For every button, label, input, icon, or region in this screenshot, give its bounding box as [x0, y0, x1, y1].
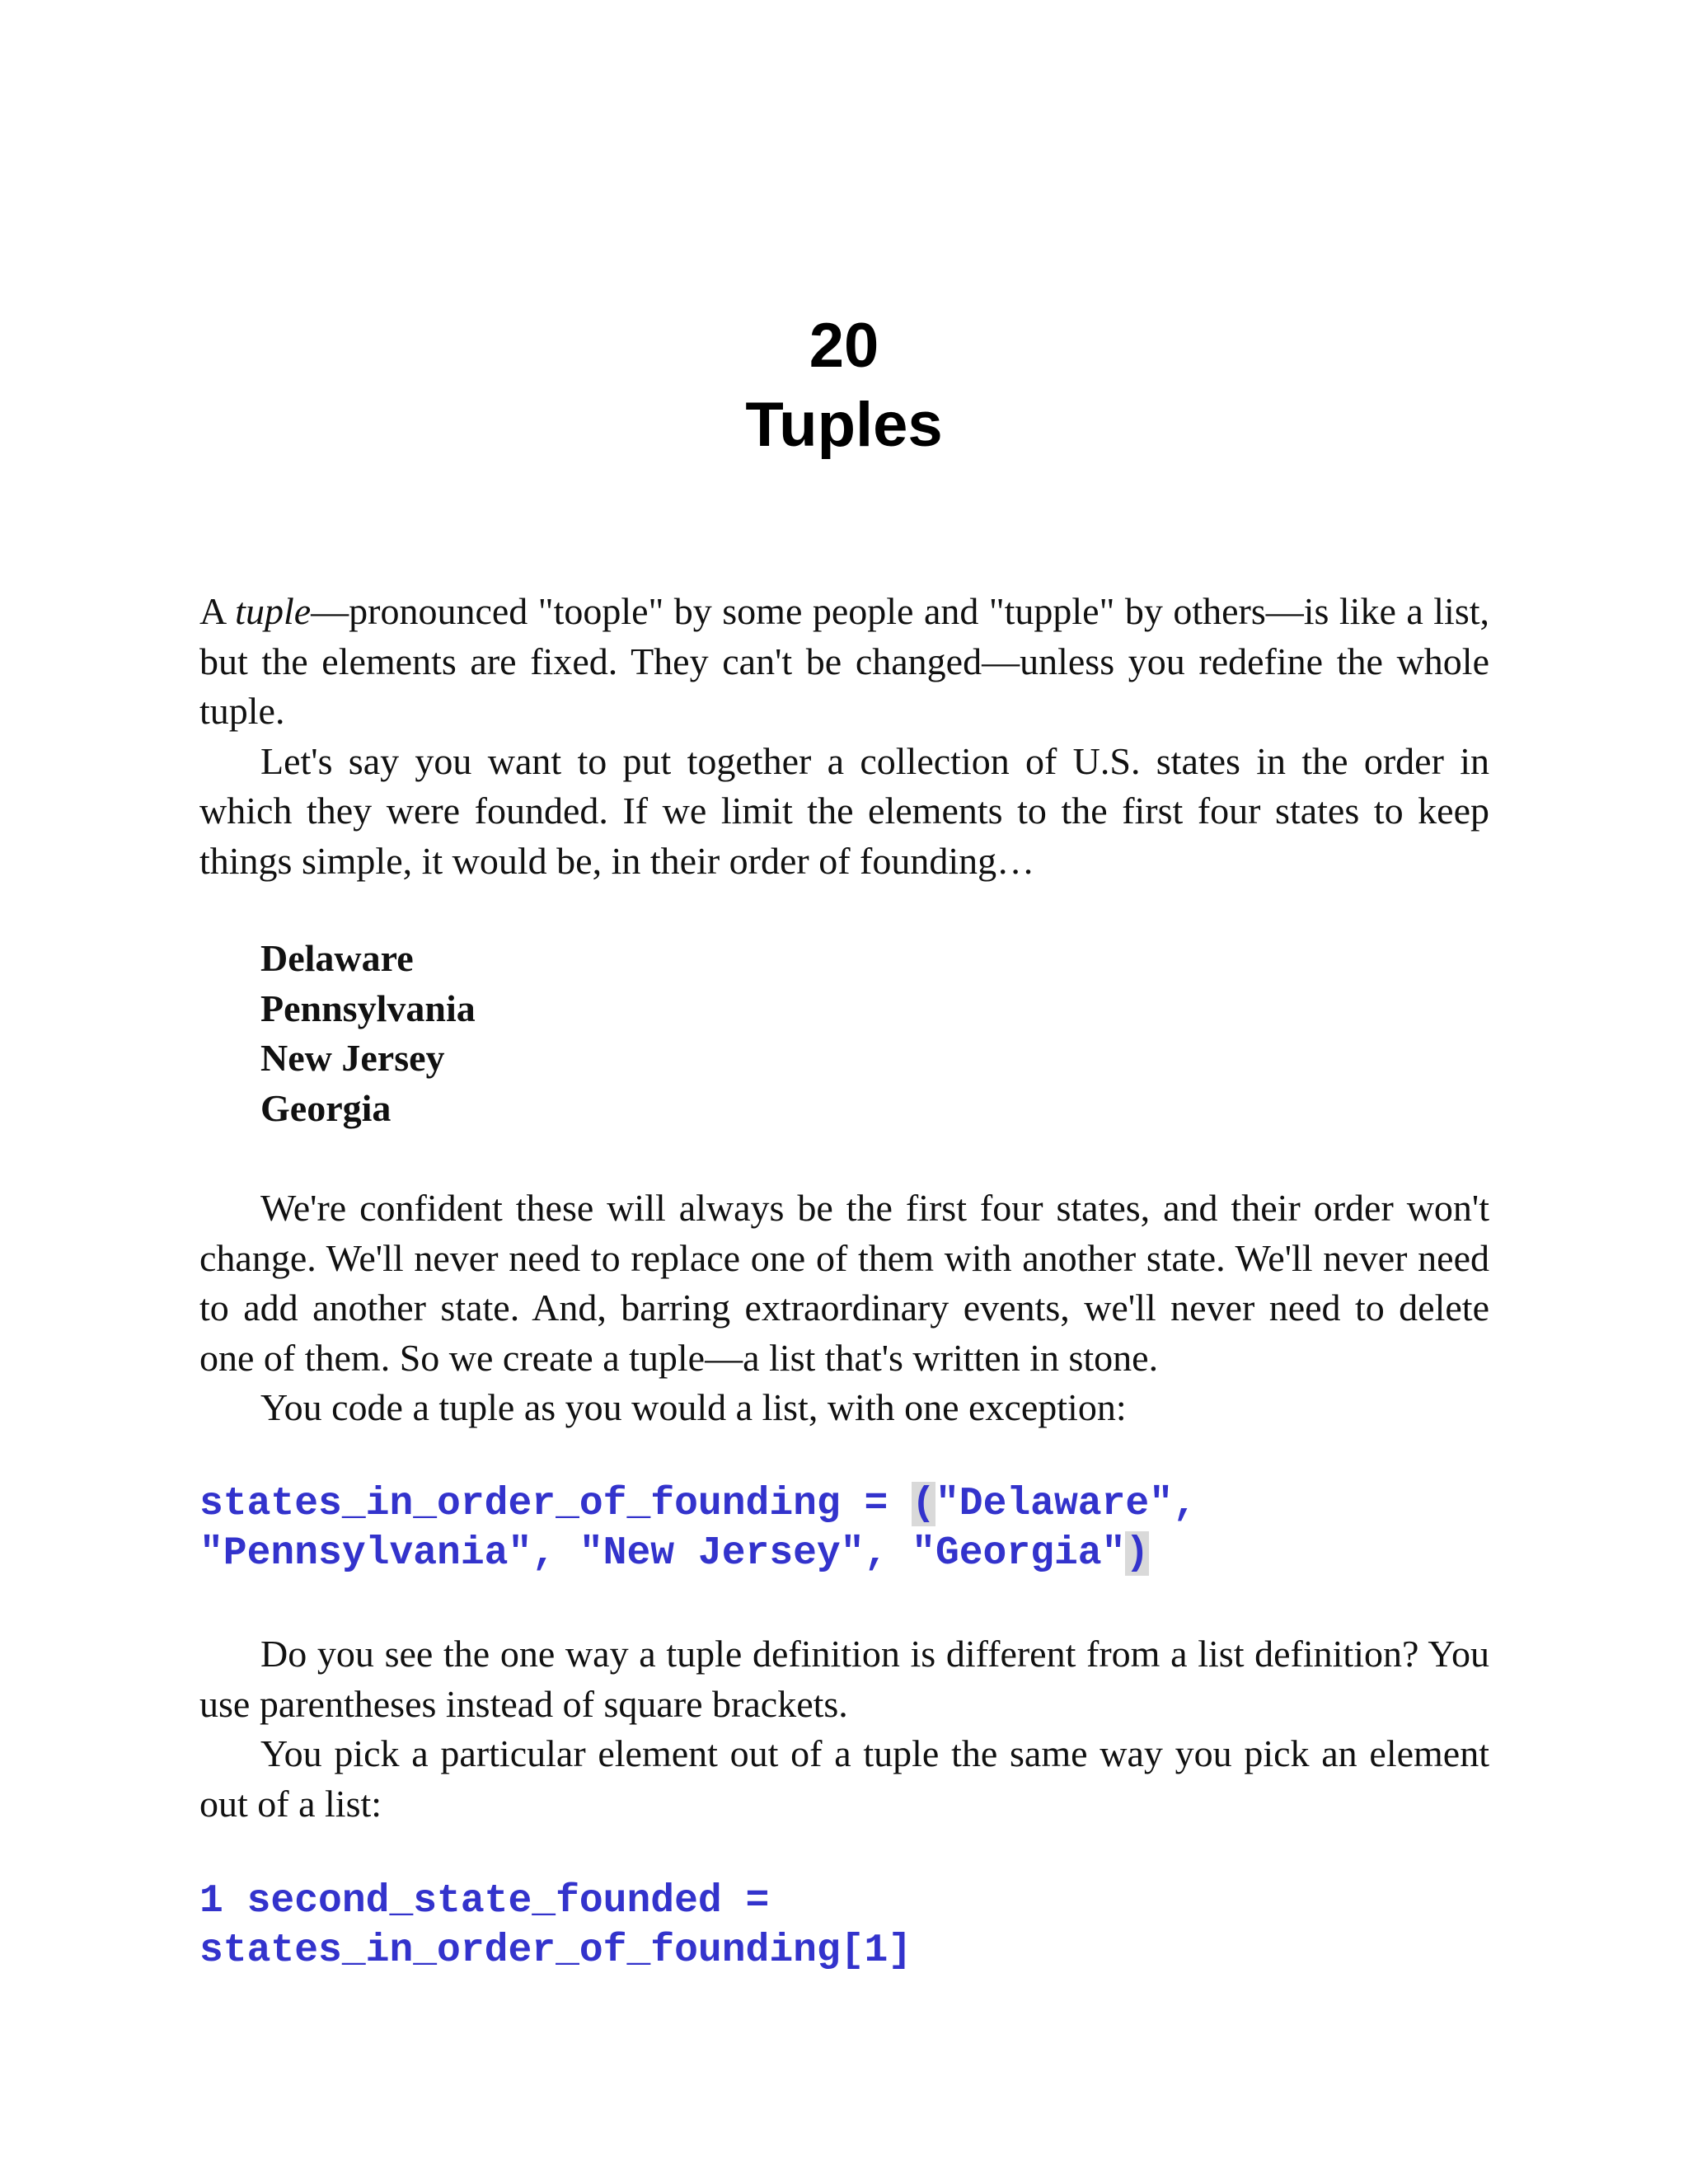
code1-line1-start: states_in_order_of_founding = — [199, 1482, 912, 1526]
tuple-definition-code — [199, 1479, 1197, 1578]
confidence-paragraph: We're confident these will always be the first four states, and their order won't change. We'll never need to replace one of them with another state. We'll never need to add another state. And, barring extraordinary events, we'll never need to delete one of them. So we create a tuple—a list that's written in stone. — [199, 1187, 1489, 1379]
state-item-pennsylvania: Pennsylvania — [260, 987, 476, 1029]
element-pick-paragraph: You pick a particular element out of a tuple the same way you pick an element out of a list: — [199, 1732, 1489, 1825]
parentheses-paragraph: Do you see the one way a tuple definition is different from a list definition? You use parentheses instead of square brackets. — [199, 1633, 1489, 1725]
intro-paragraph — [199, 587, 1489, 737]
intro-prefix: A — [199, 590, 236, 632]
code-intro-paragraph: You code a tuple as you would a list, with one exception: — [260, 1386, 1127, 1428]
intro-section — [199, 587, 1489, 886]
code1-open-paren: ( — [912, 1482, 935, 1526]
code1-line1-end: "Delaware", — [935, 1482, 1197, 1526]
state-item-new-jersey: New Jersey — [260, 1037, 445, 1079]
element-access-code — [199, 1877, 912, 1975]
chapter-title: Tuples — [745, 390, 943, 460]
code1-line2-start: "Pennsylvania", "New Jersey", "Georgia" — [199, 1531, 1126, 1576]
code2-line2: states_in_order_of_founding[1] — [199, 1929, 912, 1973]
middle-section — [199, 1183, 1489, 1433]
after-code-section — [199, 1629, 1489, 1829]
states-intro-paragraph: Let's say you want to put together a collection of U.S. states in the order in which they were founded. If we limit the elements to the first four states to keep things simple, it would be, in their order of founding… — [199, 739, 1489, 882]
intro-rest: —pronounced "toople" by some people and "tupple" by others—is like a list, but the elements are fixed. They can't be changed—unless you redefine the whole tuple. — [199, 590, 1489, 732]
code2-line1: 1 second_state_founded = — [199, 1879, 770, 1924]
chapter-number: 20 — [809, 311, 879, 381]
chapter-heading — [0, 307, 1688, 465]
state-item-georgia: Georgia — [260, 1086, 392, 1129]
code1-close-paren: ) — [1125, 1531, 1150, 1576]
state-list — [260, 934, 476, 1133]
tuple-term: tuple — [235, 590, 312, 632]
state-item-delaware: Delaware — [260, 937, 414, 979]
